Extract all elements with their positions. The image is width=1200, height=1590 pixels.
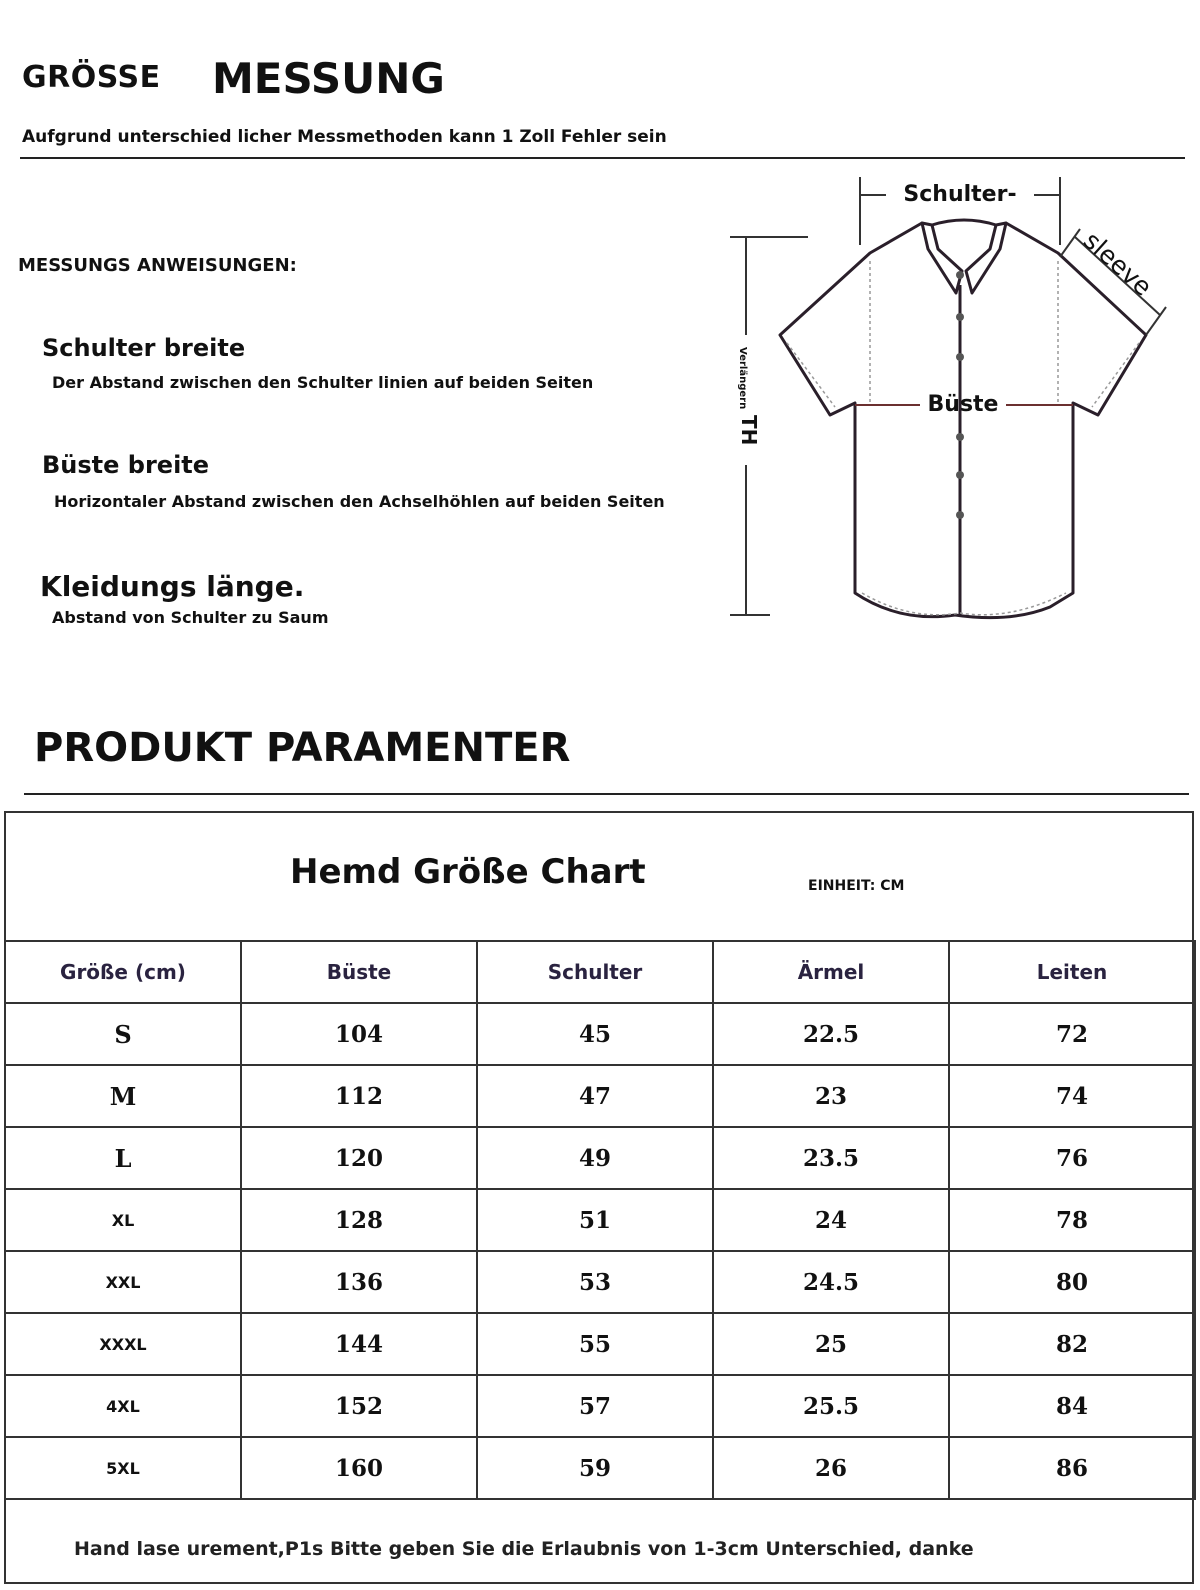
sleeve-cell: 23 [713, 1065, 949, 1127]
length-cell: 72 [949, 1003, 1195, 1065]
shoulder-cell: 55 [477, 1313, 713, 1375]
shoulder-cell: 53 [477, 1251, 713, 1313]
length-cell: 76 [949, 1127, 1195, 1189]
header-bust: Büste [241, 941, 477, 1003]
size-cell: XXL [5, 1251, 241, 1313]
shoulder-cell: 51 [477, 1189, 713, 1251]
size-heading: GRÖSSE [22, 60, 161, 95]
sleeve-label: sleeve [1077, 225, 1158, 302]
tolerance-note: Hand lase urement,P1s Bitte geben Sie die Erlaubnis von 1-3cm Unterschied, danke [74, 1538, 974, 1560]
sleeve-cell: 26 [713, 1437, 949, 1499]
shoulder-cell: 47 [477, 1065, 713, 1127]
shoulder-cell: 49 [477, 1127, 713, 1189]
bust-cell: 128 [241, 1189, 477, 1251]
length-label-small: Verlängern [737, 347, 748, 410]
table-row [5, 1251, 1195, 1313]
size-cell: M [5, 1065, 241, 1127]
size-cell: 4XL [5, 1375, 241, 1437]
header-length: Leiten [949, 941, 1195, 1003]
bust-cell: 136 [241, 1251, 477, 1313]
product-parameters-title: PRODUKT PARAMENTER [34, 725, 571, 771]
header-shoulder: Schulter [477, 941, 713, 1003]
sleeve-cell: 23.5 [713, 1127, 949, 1189]
sleeve-cell: 25 [713, 1313, 949, 1375]
shoulder-width-title: Schulter breite [42, 334, 246, 362]
length-label: TH [737, 415, 761, 446]
bust-cell: 112 [241, 1065, 477, 1127]
bust-width-desc: Horizontaler Abstand zwischen den Achselhöhlen auf beiden Seiten [54, 492, 665, 511]
length-cell: 80 [949, 1251, 1195, 1313]
length-cell: 78 [949, 1189, 1195, 1251]
size-cell: L [5, 1127, 241, 1189]
shoulder-cell: 57 [477, 1375, 713, 1437]
shoulder-cell: 45 [477, 1003, 713, 1065]
length-cell: 84 [949, 1375, 1195, 1437]
sleeve-cell: 24.5 [713, 1251, 949, 1313]
table-row [5, 1375, 1195, 1437]
table-row [5, 1127, 1195, 1189]
table-row [5, 1313, 1195, 1375]
size-chart-title: Hemd Größe Chart [290, 852, 646, 892]
sleeve-cell: 25.5 [713, 1375, 949, 1437]
instructions-title: MESSUNGS ANWEISUNGEN: [18, 255, 297, 276]
measurement-note: Aufgrund unterschied licher Messmethoden kann 1 Zoll Fehler sein [22, 127, 667, 147]
unit-label: EINHEIT: CM [808, 878, 905, 894]
bust-label: Büste [927, 392, 999, 417]
shoulder-label: Schulter- [903, 182, 1017, 207]
divider [24, 793, 1189, 795]
bust-cell: 104 [241, 1003, 477, 1065]
length-cell: 86 [949, 1437, 1195, 1499]
size-cell: S [5, 1003, 241, 1065]
table-header-row [5, 941, 1195, 1003]
measurement-heading: MESSUNG [212, 54, 445, 103]
sleeve-cell: 22.5 [713, 1003, 949, 1065]
bust-width-title: Büste breite [42, 451, 210, 479]
shirt-diagram [730, 175, 1200, 635]
length-cell: 74 [949, 1065, 1195, 1127]
sleeve-cell: 24 [713, 1189, 949, 1251]
bust-cell: 160 [241, 1437, 477, 1499]
shirt-outline-icon [780, 220, 1146, 618]
bust-cell: 120 [241, 1127, 477, 1189]
bust-cell: 144 [241, 1313, 477, 1375]
table-row [5, 1065, 1195, 1127]
header-size: Größe (cm) [5, 941, 241, 1003]
size-cell: XL [5, 1189, 241, 1251]
size-cell: XXXL [5, 1313, 241, 1375]
table-row [5, 1003, 1195, 1065]
length-cell: 82 [949, 1313, 1195, 1375]
table-row [5, 1437, 1195, 1499]
divider [20, 157, 1185, 159]
bust-cell: 152 [241, 1375, 477, 1437]
shoulder-width-desc: Der Abstand zwischen den Schulter linien auf beiden Seiten [52, 373, 594, 392]
garment-length-desc: Abstand von Schulter zu Saum [52, 608, 329, 627]
table-row [5, 1189, 1195, 1251]
size-cell: 5XL [5, 1437, 241, 1499]
garment-length-title: Kleidungs länge. [40, 570, 305, 603]
shoulder-cell: 59 [477, 1437, 713, 1499]
size-table [4, 940, 1196, 1500]
header-sleeve: Ärmel [713, 941, 949, 1003]
